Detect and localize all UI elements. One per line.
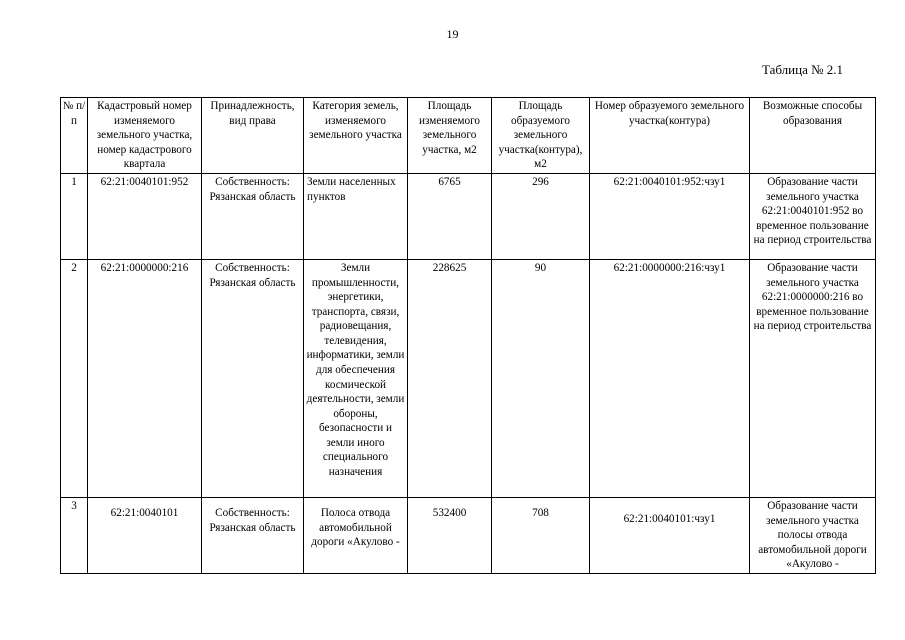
table-row [61, 498, 876, 574]
formation-method: Образование части земельного участка полосы отвода автомобильной дороги «Акулово - [750, 498, 876, 574]
table-header-row [61, 98, 876, 174]
page-number: 19 [446, 27, 459, 41]
table-row [61, 260, 876, 498]
ownership: Собственность: Рязанская область [202, 498, 304, 574]
row-number: 2 [61, 260, 88, 498]
row-number: 3 [61, 498, 88, 574]
formation-method: Образование части земельного участка 62:21:0000000:216 во временное пользование на период строительства [750, 260, 876, 498]
ownership: Собственность: Рязанская область [202, 260, 304, 498]
cadastral-number: 62:21:0000000:216 [88, 260, 202, 498]
header-new-number: Номер образуемого земельного участка(контура) [590, 98, 750, 174]
area-changed: 532400 [408, 498, 492, 574]
table-row [61, 174, 876, 260]
header-cadastral-number: Кадастровый номер изменяемого земельного участка, номер кадастрового квартала [88, 98, 202, 174]
area-changed: 6765 [408, 174, 492, 260]
new-plot-number: 62:21:0040101:чзу1 [590, 498, 750, 574]
formation-method: Образование части земельного участка 62:21:0040101:952 во временное пользование на период строительства [750, 174, 876, 260]
header-land-category: Категория земель, изменяемого земельного участка [304, 98, 408, 174]
area-changed: 228625 [408, 260, 492, 498]
cadastral-number: 62:21:0040101:952 [88, 174, 202, 260]
land-category: Земли населенных пунктов [304, 174, 408, 260]
new-plot-number: 62:21:0000000:216:чзу1 [590, 260, 750, 498]
land-category: Земли промышленности, энергетики, транспорта, связи, радиовещания, телевидения, информатики, земли для обеспечения космической деятельности, земли обороны, безопасности и земли иного специального назначения [304, 260, 408, 498]
header-area-changed: Площадь изменяемого земельного участка, м2 [408, 98, 492, 174]
area-new: 90 [492, 260, 590, 498]
ownership: Собственность: Рязанская область [202, 174, 304, 260]
new-plot-number: 62:21:0040101:952:чзу1 [590, 174, 750, 260]
header-area-new: Площадь образуемого земельного участка(контура), м2 [492, 98, 590, 174]
table-caption: Таблица № 2.1 [761, 62, 843, 77]
header-formation-method: Возможные способы образования [750, 98, 876, 174]
land-plot-table [60, 97, 876, 574]
area-new: 708 [492, 498, 590, 574]
area-new: 296 [492, 174, 590, 260]
row-number: 1 [61, 174, 88, 260]
land-category: Полоса отвода автомобильной дороги «Акулово - [304, 498, 408, 574]
header-number: № п/п [61, 98, 88, 174]
cadastral-number: 62:21:0040101 [88, 498, 202, 574]
header-ownership: Принадлежность, вид права [202, 98, 304, 174]
